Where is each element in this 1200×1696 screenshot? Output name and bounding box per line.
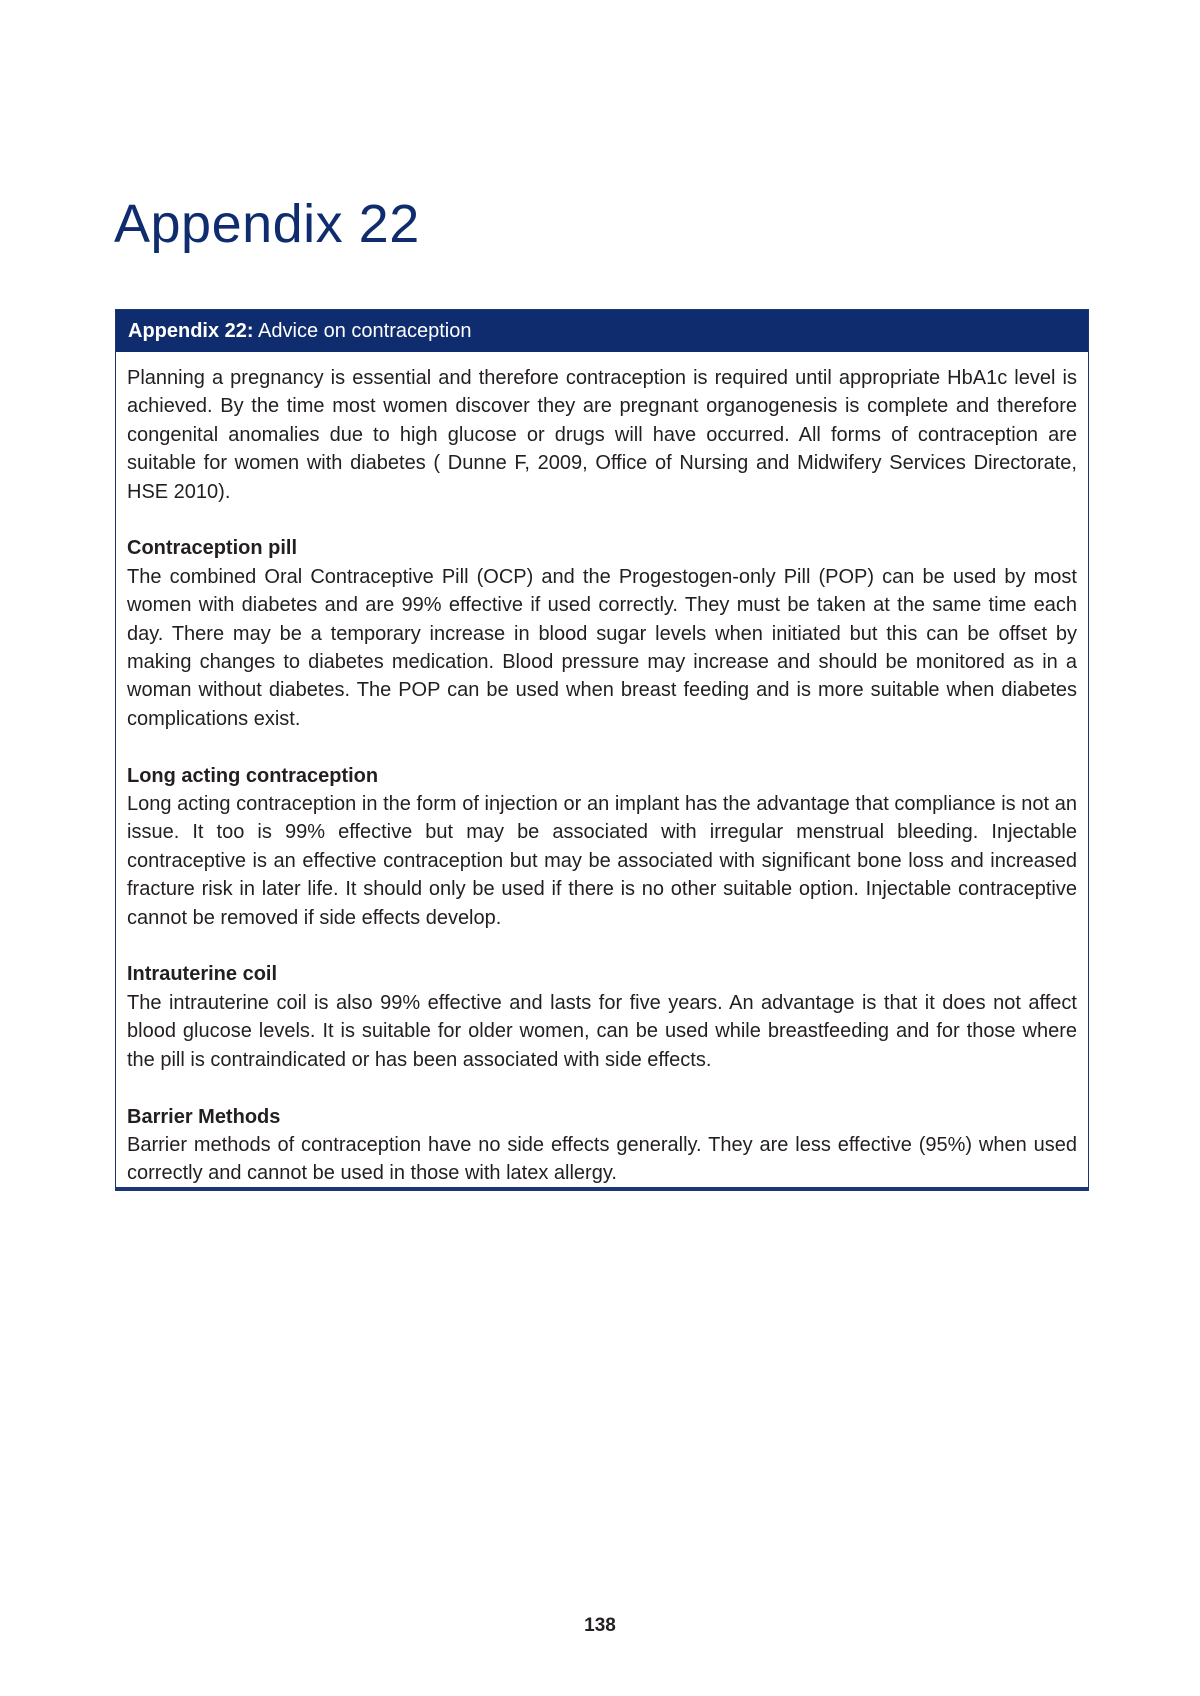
section-contraception-pill xyxy=(127,534,1077,733)
section-long-acting-contraception xyxy=(127,762,1077,932)
section-intrauterine-coil xyxy=(127,960,1077,1074)
section-heading: Contraception pill xyxy=(127,537,297,560)
section-text: The combined Oral Contraceptive Pill (OCP) and the Progestogen-only Pill (POP) can be used by most women with diabetes and are 99% effective if used correctly. They must be taken at the same time each day. There may be a temporary increase in blood sugar levels when initiated but this can be offset by making changes to diabetes medication. Blood pressure may increase and should be monitored as in a woman without diabetes. The POP can be used when breast feeding and is more suitable when diabetes complications exist. xyxy=(127,565,1077,730)
section-text: The intrauterine coil is also 99% effective and lasts for five years. An advantage is that it does not affect blood glucose levels. It is suitable for older women, can be used while breastfeeding and for those where the pill is contraindicated or has been associated with side effects. xyxy=(127,991,1077,1071)
section-heading: Barrier Methods xyxy=(127,1105,281,1128)
section-barrier-methods xyxy=(127,1103,1077,1188)
box-header-label: Appendix 22: xyxy=(128,320,254,342)
contraception-advice-box xyxy=(115,309,1089,1191)
section-heading: Long acting contraception xyxy=(127,764,379,787)
box-header-title: Advice on contraception xyxy=(253,320,472,342)
section-text: Long acting contraception in the form of injection or an implant has the advantage that compliance is not an issue. It too is 99% effective but may be associated with irregular menstrual bleeding. Injectable contraceptive is an effective contraception but may be associated with significant bone loss and increased fracture risk in later life. It should only be used if there is no other suitable option. Injectable contraceptive cannot be removed if side effects develop. xyxy=(127,793,1077,929)
box-header xyxy=(116,310,1088,352)
page-title: Appendix 22 xyxy=(114,194,420,254)
section-text: Barrier methods of contraception have no side effects generally. They are less effective (95%) when used correctly and cannot be used in those with latex allergy. xyxy=(127,1133,1077,1185)
intro-paragraph: Planning a pregnancy is essential and therefore contraception is required until appropriate HbA1c level is achieved. By the time most women discover they are pregnant organogenesis is complete and therefore congenital anomalies due to high glucose or drugs will have occurred. All forms of contraception are suitable for women with diabetes ( Dunne F, 2009, Office of Nursing and Midwifery Services Directorate, HSE 2010). xyxy=(127,367,1077,503)
page-number: 138 xyxy=(584,1615,616,1636)
section-heading: Intrauterine coil xyxy=(127,963,278,986)
box-body xyxy=(116,352,1088,1188)
